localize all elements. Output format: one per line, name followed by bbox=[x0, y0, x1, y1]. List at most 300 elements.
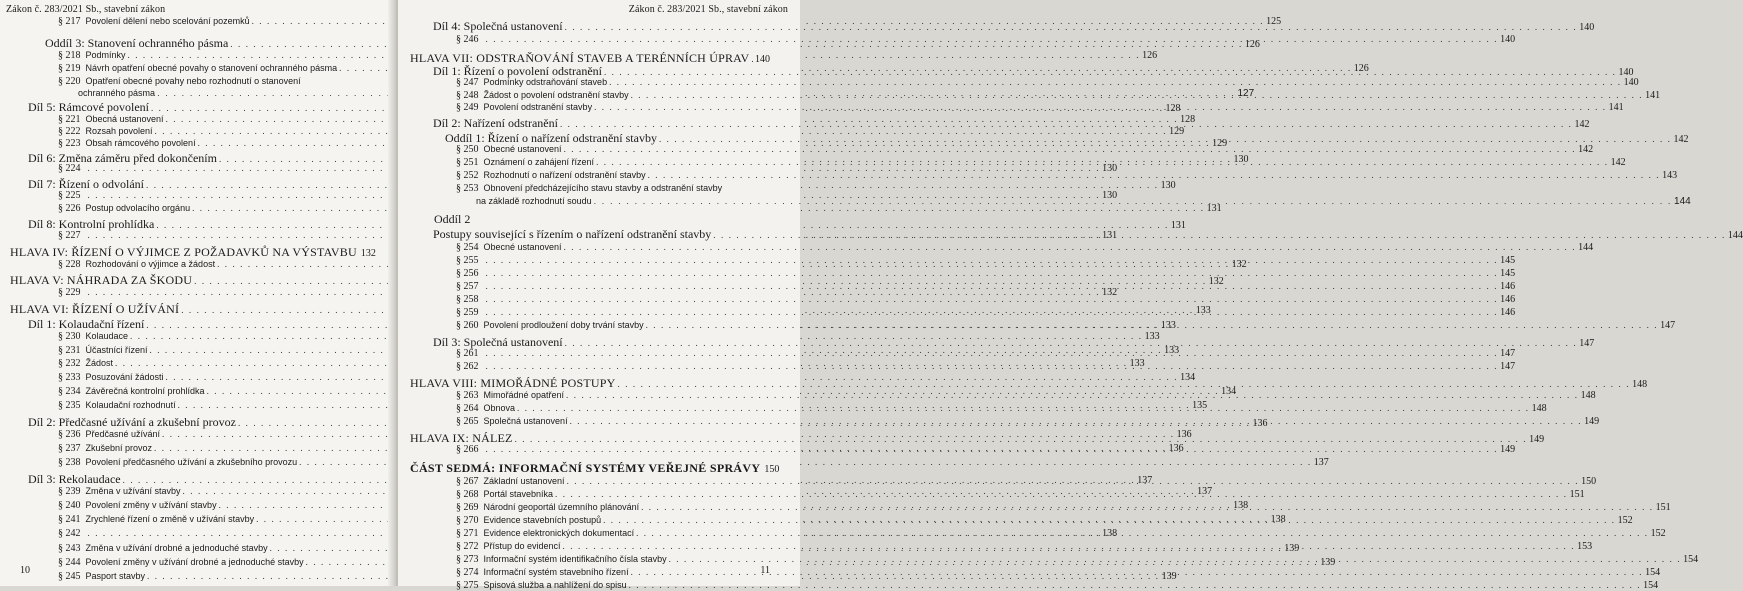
paragraph-title: Návrh opatření obecné povahy o stanovení ochranného pásma bbox=[85, 63, 338, 73]
paragraph-number: § 244 bbox=[58, 557, 81, 568]
paragraph-title: Změna v užívání drobné a jednoduché stavby bbox=[85, 543, 268, 553]
toc-page-number: 129 bbox=[1169, 126, 1185, 137]
toc-page-number: 137 bbox=[1313, 457, 1329, 468]
toc-entry-title: Postupy související s řízením o nařízení odstranění stavby bbox=[433, 227, 712, 241]
paragraph-number: § 259 bbox=[456, 307, 479, 318]
leader-dots bbox=[648, 170, 1661, 180]
toc-entry-title bbox=[58, 571, 145, 582]
toc-page-number: 130 bbox=[1102, 163, 1118, 174]
paragraph-title: Povolení prodloužení doby trvání stavby bbox=[483, 320, 644, 330]
paragraph-number: § 257 bbox=[456, 281, 479, 292]
page-number-right: 11 bbox=[760, 565, 770, 576]
paragraph-title: Žádost bbox=[85, 358, 114, 368]
paragraph-number: § 256 bbox=[456, 268, 479, 279]
paragraph-title: Účastníci řízení bbox=[85, 345, 148, 355]
paragraph-number: § 221 bbox=[58, 114, 81, 125]
toc-entry-title bbox=[456, 476, 565, 487]
paragraph-number: § 272 bbox=[456, 541, 479, 552]
toc-page-number: 149 bbox=[1500, 444, 1516, 455]
paragraph-number: § 233 bbox=[58, 372, 81, 383]
toc-page-number: 151 bbox=[1655, 502, 1671, 513]
leader-dots bbox=[570, 416, 1583, 426]
toc-entry-title: na základě rozhodnutí soudu bbox=[476, 196, 592, 206]
paragraph-number: § 240 bbox=[58, 500, 81, 511]
paragraph-number: § 222 bbox=[58, 126, 81, 137]
paragraph-title: Žádost o povolení odstranění stavby bbox=[483, 90, 629, 100]
toc-entry-title bbox=[58, 543, 268, 554]
toc-entry-title bbox=[58, 16, 250, 27]
toc-entry-title bbox=[58, 528, 86, 539]
toc-page-number: 142 bbox=[1574, 119, 1590, 130]
leader-dots bbox=[517, 403, 1530, 413]
toc-page-number: 147 bbox=[1579, 338, 1595, 349]
paragraph-number: § 225 bbox=[58, 190, 81, 201]
leader-dots bbox=[560, 119, 1573, 129]
paragraph-number: § 267 bbox=[456, 476, 479, 487]
toc-page-number: 143 bbox=[1662, 170, 1678, 181]
paragraph-title: Kolaudační rozhodnutí bbox=[85, 400, 176, 410]
paragraph-number: § 236 bbox=[58, 429, 81, 440]
paragraph-number: § 262 bbox=[456, 361, 479, 372]
paragraph-number: § 234 bbox=[58, 386, 81, 397]
toc-entry-paragraph bbox=[456, 580, 1659, 591]
running-header-right: Zákon č. 283/2021 Sb., stavební zákon bbox=[628, 4, 788, 15]
paragraph-title: Obnova bbox=[483, 403, 516, 413]
paragraph-title: Kolaudace bbox=[85, 331, 129, 341]
leader-dots bbox=[486, 34, 1499, 44]
toc-page-number: 144 bbox=[1727, 230, 1743, 241]
toc-entry-title: Oddíl 3: Stanovení ochranného pásma bbox=[45, 36, 229, 50]
paragraph-number: § 217 bbox=[58, 16, 81, 27]
paragraph-title: Postup odvolacího orgánu bbox=[85, 203, 191, 213]
toc-page-number: 141 bbox=[1608, 102, 1624, 113]
toc-page-number: 140 bbox=[1618, 67, 1634, 78]
toc-page-number: 145 bbox=[1500, 268, 1516, 279]
toc-entry-title bbox=[58, 259, 215, 270]
toc-entry-title bbox=[456, 255, 484, 266]
paragraph-title: Informační systém identifikačního čísla stavby bbox=[483, 554, 667, 564]
toc-page-number: 138 bbox=[1102, 528, 1118, 539]
toc-page-number: 139 bbox=[1284, 543, 1300, 554]
toc-entry-title bbox=[58, 203, 190, 214]
paragraph-title: Povolení změny v užívání stavby bbox=[85, 500, 217, 510]
toc-page-number: 139 bbox=[1161, 571, 1177, 582]
toc-entry-title bbox=[58, 486, 181, 497]
paragraph-number: § 261 bbox=[456, 348, 479, 359]
paragraph-number: § 229 bbox=[58, 287, 81, 298]
toc-entry-title: Díl 2: Předčasné užívání a zkušební provoz bbox=[28, 415, 236, 429]
toc-entry-title bbox=[58, 114, 164, 125]
paragraph-number: § 231 bbox=[58, 345, 81, 356]
paragraph-title: Základní ustanovení bbox=[483, 476, 565, 486]
paragraph-number: § 246 bbox=[456, 34, 479, 45]
leader-dots bbox=[713, 230, 1726, 240]
toc-page-number: 138 bbox=[1270, 514, 1286, 525]
paragraph-number: § 226 bbox=[58, 203, 81, 214]
toc-page-number: 137 bbox=[1197, 486, 1213, 497]
toc-entry-title: Díl 2: Nařízení odstranění bbox=[433, 116, 558, 130]
paragraph-number: § 219 bbox=[58, 63, 81, 74]
paragraph-title: Podmínky odstraňování staveb bbox=[483, 77, 608, 87]
toc-page-number: 135 bbox=[1192, 400, 1208, 411]
toc-entry-chapter bbox=[10, 245, 376, 260]
paragraph-title: Spisová služba a nahlížení do spisu bbox=[483, 580, 627, 590]
toc-page-number: 148 bbox=[1531, 403, 1547, 414]
toc-entry-paragraph bbox=[58, 163, 1118, 174]
toc-page-number: 140 bbox=[1500, 34, 1516, 45]
toc-entry-title bbox=[456, 580, 627, 591]
toc-page-number: 133 bbox=[1164, 345, 1180, 356]
leader-dots bbox=[486, 348, 1499, 358]
toc-entry-title bbox=[456, 34, 484, 45]
paragraph-number: § 223 bbox=[58, 138, 81, 149]
paragraph-title: Povolení změny v užívání drobné a jednoduché stavby bbox=[85, 557, 304, 567]
toc-page-number: 142 bbox=[1610, 157, 1626, 168]
toc-entry-title: HLAVA IV: ŘÍZENÍ O VÝJIMCE Z POŽADAVKŮ NA VÝSTAVBU bbox=[10, 245, 357, 259]
toc-page-number: 138 bbox=[1233, 500, 1249, 511]
paragraph-number: § 237 bbox=[58, 443, 81, 454]
toc-entry-title bbox=[58, 386, 205, 397]
paragraph-number: § 264 bbox=[456, 403, 479, 414]
paragraph-number: § 232 bbox=[58, 358, 81, 369]
toc-page-number: 154 bbox=[1645, 567, 1661, 578]
toc-page-number: 130 bbox=[1233, 154, 1249, 165]
paragraph-number: § 265 bbox=[456, 416, 479, 427]
paragraph-number: § 243 bbox=[58, 543, 81, 554]
leader-dots bbox=[515, 434, 1528, 444]
toc-entry-title bbox=[58, 63, 337, 74]
paragraph-title: Mimořádné opatření bbox=[483, 390, 565, 400]
toc-entry-title bbox=[58, 400, 176, 411]
toc-entry-title bbox=[58, 514, 254, 525]
toc-entry-title bbox=[456, 90, 629, 101]
toc-page-number: 146 bbox=[1500, 307, 1516, 318]
toc-page-number: 134 bbox=[1180, 372, 1196, 383]
toc-entry-title bbox=[456, 281, 484, 292]
paragraph-title: Obecné ustanovení bbox=[483, 242, 562, 252]
paragraph-number: § 260 bbox=[456, 320, 479, 331]
leader-dots bbox=[631, 567, 1644, 577]
toc-page-number: 141 bbox=[1645, 90, 1661, 101]
toc-entry-title bbox=[456, 541, 561, 552]
leader-dots bbox=[669, 554, 1682, 564]
toc-entry-title: Díl 5: Rámcové povolení bbox=[28, 100, 149, 114]
toc-entry-title bbox=[456, 144, 562, 155]
toc-page-number: 132 bbox=[360, 248, 376, 259]
toc-page-number: 126 bbox=[1353, 63, 1369, 74]
toc-heading-plain: Oddíl 2 bbox=[434, 212, 471, 226]
toc-page-number: 140 bbox=[1623, 77, 1639, 88]
toc-page-number: 140 bbox=[1579, 22, 1595, 33]
leader-dots bbox=[618, 379, 1631, 389]
toc-entry-title: Díl 3: Společná ustanovení bbox=[433, 335, 563, 349]
paragraph-number: § 268 bbox=[456, 489, 479, 500]
toc-entry-title bbox=[456, 567, 629, 578]
toc-entry-title bbox=[456, 183, 722, 194]
toc-page-number: 131 bbox=[1102, 230, 1118, 241]
leader-dots bbox=[609, 77, 1622, 87]
toc-entry-title: Oddíl 1: Řízení o nařízení odstranění stavby bbox=[445, 131, 657, 145]
toc-page-number: 142 bbox=[1578, 144, 1594, 155]
toc-page-number: 132 bbox=[1208, 276, 1224, 287]
paragraph-title: Předčasné užívání bbox=[85, 429, 161, 439]
toc-entry-title bbox=[456, 348, 484, 359]
toc-entry-title bbox=[58, 557, 304, 568]
leader-dots bbox=[565, 22, 1578, 32]
toc-entry-title bbox=[456, 528, 634, 539]
leader-dots bbox=[486, 444, 1499, 454]
toc-entry-title bbox=[456, 268, 484, 279]
toc-entry-title bbox=[456, 157, 594, 168]
toc-page-number: 151 bbox=[1569, 489, 1585, 500]
paragraph-title: Evidence elektronických dokumentací bbox=[483, 528, 635, 538]
toc-page-number: 131 bbox=[1206, 203, 1222, 214]
toc-entry-title: HLAVA VI: ŘÍZENÍ O UŽÍVÁNÍ bbox=[10, 302, 180, 316]
toc-page-number: 134 bbox=[1221, 386, 1237, 397]
paragraph-title: Opatření obecné povahy nebo rozhodnutí o stanovení bbox=[85, 76, 301, 86]
toc-entry-title bbox=[58, 190, 86, 201]
toc-entry-title: Díl 1: Kolaudační řízení bbox=[28, 317, 145, 331]
toc-page-number: 150 bbox=[1581, 476, 1597, 487]
paragraph-number: § 258 bbox=[456, 294, 479, 305]
toc-entry-title bbox=[58, 163, 86, 174]
paragraph-number: § 218 bbox=[58, 50, 81, 61]
toc-entry-title bbox=[58, 76, 301, 87]
toc-page-number: 144 bbox=[1674, 196, 1691, 207]
toc-page-number: 145 bbox=[1500, 255, 1516, 266]
toc-page-number: 136 bbox=[1168, 443, 1184, 454]
paragraph-number: § 263 bbox=[456, 390, 479, 401]
leader-dots bbox=[594, 196, 1672, 206]
leader-dots bbox=[659, 134, 1672, 144]
toc-entry-title: Díl 3: Rekolaudace bbox=[28, 472, 121, 486]
toc-page-number: 126 bbox=[1244, 39, 1260, 50]
toc-entry-title bbox=[58, 138, 196, 149]
leader-dots bbox=[629, 580, 1642, 590]
toc-entry-title bbox=[456, 294, 484, 305]
toc-entry-title bbox=[58, 457, 297, 468]
page-number-left: 10 bbox=[20, 565, 30, 576]
paragraph-title: Posuzování žádosti bbox=[85, 372, 164, 382]
toc-entry-title bbox=[58, 287, 86, 298]
toc-entry-title: Díl 1: Řízení o povolení odstranění bbox=[433, 64, 602, 78]
toc-page-number: 150 bbox=[764, 464, 780, 475]
toc-entry-title bbox=[58, 500, 217, 511]
leader-dots bbox=[751, 54, 753, 64]
toc-page-number: 147 bbox=[1660, 320, 1676, 331]
paragraph-title: Pasport stavby bbox=[85, 571, 146, 581]
toc-page-number: 152 bbox=[1650, 528, 1666, 539]
toc-entry-title bbox=[456, 77, 607, 88]
toc-page-number: 132 bbox=[1102, 287, 1118, 298]
toc-page-number: 149 bbox=[1584, 416, 1600, 427]
toc-page-number: 146 bbox=[1500, 281, 1516, 292]
toc-page-number: 128 bbox=[1180, 114, 1196, 125]
paragraph-title: Změna v užívání stavby bbox=[85, 486, 181, 496]
paragraph-title: Podmínky bbox=[85, 50, 126, 60]
leader-dots bbox=[563, 541, 1576, 551]
paragraph-number: § 251 bbox=[456, 157, 479, 168]
leader-dots bbox=[555, 489, 1568, 499]
toc-entry-title: Díl 4: Společná ustanovení bbox=[433, 19, 563, 33]
paragraph-title: Obecná ustanovení bbox=[85, 114, 164, 124]
toc-entry-title bbox=[456, 444, 484, 455]
toc-page-number: 148 bbox=[1632, 379, 1648, 390]
paragraph-number: § 249 bbox=[456, 102, 479, 113]
toc-page-number: 139 bbox=[1320, 557, 1336, 568]
paragraph-title: Povolení dělení nebo scelování pozemků bbox=[85, 16, 250, 26]
toc-entry-paragraph bbox=[456, 242, 1594, 253]
paragraph-title: Evidence stavebních postupů bbox=[483, 515, 602, 525]
toc-page-number: 132 bbox=[1231, 259, 1247, 270]
leader-dots bbox=[631, 90, 1644, 100]
toc-entry-title bbox=[456, 361, 484, 372]
toc-entry-title bbox=[58, 230, 86, 241]
paragraph-number: § 241 bbox=[58, 514, 81, 525]
paragraph-number: § 254 bbox=[456, 242, 479, 253]
toc-entry-title: ochranného pásma bbox=[78, 88, 156, 98]
toc-entry-title bbox=[456, 554, 667, 565]
toc-page-number: 133 bbox=[1129, 358, 1145, 369]
leader-dots bbox=[486, 255, 1499, 265]
leader-dots bbox=[486, 281, 1499, 291]
toc-page-number: 148 bbox=[1580, 390, 1596, 401]
paragraph-number: § 228 bbox=[58, 259, 81, 270]
toc-page-number: 133 bbox=[1144, 331, 1160, 342]
leader-dots bbox=[486, 361, 1499, 371]
toc-page-number: 149 bbox=[1529, 434, 1545, 445]
toc-entry-title bbox=[456, 242, 562, 253]
paragraph-title: Portál stavebníka bbox=[483, 489, 554, 499]
leader-dots bbox=[486, 307, 1499, 317]
toc-page-number: 136 bbox=[1176, 429, 1192, 440]
paragraph-title: Rozsah povolení bbox=[85, 126, 153, 136]
toc-page-number: 130 bbox=[1160, 180, 1176, 191]
toc-page-number: 131 bbox=[1170, 220, 1186, 231]
toc-page-number: 129 bbox=[1212, 138, 1228, 149]
paragraph-title: Rozhodnutí o nařízení odstranění stavby bbox=[483, 170, 646, 180]
paragraph-number: § 270 bbox=[456, 515, 479, 526]
paragraph-title: Národní geoportál územního plánování bbox=[483, 502, 640, 512]
toc-entry-paragraph bbox=[456, 170, 1678, 181]
toc-entry-title bbox=[456, 102, 592, 113]
paragraph-number: § 238 bbox=[58, 457, 81, 468]
toc-page-number: 153 bbox=[1577, 541, 1593, 552]
paragraph-title: Společná ustanovení bbox=[483, 416, 568, 426]
toc-entry-title bbox=[456, 170, 646, 181]
paragraph-title: Obnovení předcházejícího stavu stavby a odstranění stavby bbox=[483, 183, 723, 193]
toc-entry-title bbox=[456, 403, 515, 414]
toc-entry-title bbox=[456, 416, 568, 427]
paragraph-title: Zkušební provoz bbox=[85, 443, 153, 453]
toc-entry-title: Díl 7: Řízení o odvolání bbox=[28, 177, 144, 191]
paragraph-title: Obsah rámcového povolení bbox=[85, 138, 196, 148]
toc-page-number: 128 bbox=[1165, 103, 1181, 114]
toc-entry-paragraph bbox=[456, 294, 1516, 305]
toc-entry-title bbox=[58, 372, 164, 383]
toc-entry-title bbox=[58, 50, 126, 61]
paragraph-number: § 247 bbox=[456, 77, 479, 88]
toc-entry-paragraph bbox=[58, 287, 1118, 298]
toc-entry-title bbox=[456, 489, 553, 500]
toc-page-number: 133 bbox=[1160, 320, 1176, 331]
paragraph-title: Zrychlené řízení o změně v užívání stavby bbox=[85, 514, 255, 524]
toc-page-number: 126 bbox=[1142, 50, 1158, 61]
toc-entry-title bbox=[456, 320, 644, 331]
toc-entry-paragraph bbox=[456, 183, 770, 194]
toc-entry-title bbox=[456, 390, 564, 401]
toc-entry-title bbox=[58, 126, 153, 137]
toc-page-number: 146 bbox=[1500, 294, 1516, 305]
paragraph-title: Obecné ustanovení bbox=[483, 144, 562, 154]
toc-page-number: 147 bbox=[1500, 348, 1516, 359]
paragraph-number: § 250 bbox=[456, 144, 479, 155]
leader-dots bbox=[564, 144, 1577, 154]
toc-entry-title bbox=[58, 331, 128, 342]
toc-entry-paragraph bbox=[58, 76, 372, 87]
toc-page-number: 130 bbox=[1102, 190, 1118, 201]
paragraph-number: § 266 bbox=[456, 444, 479, 455]
leader-dots bbox=[641, 502, 1654, 512]
leader-dots bbox=[565, 338, 1578, 348]
leader-dots bbox=[486, 268, 1499, 278]
paragraph-number: § 275 bbox=[456, 580, 479, 591]
paragraph-number: § 230 bbox=[58, 331, 81, 342]
paragraph-number: § 220 bbox=[58, 76, 81, 87]
paragraph-number: § 235 bbox=[58, 400, 81, 411]
paragraph-title: Informační systém stavebního řízení bbox=[483, 567, 629, 577]
paragraph-title: Přístup do evidencí bbox=[483, 541, 561, 551]
paragraph-title: Povolení odstranění stavby bbox=[483, 102, 593, 112]
toc-entry-title bbox=[58, 345, 148, 356]
leader-dots bbox=[594, 102, 1607, 112]
toc-page-number: 147 bbox=[1500, 361, 1516, 372]
toc-entry-part bbox=[410, 461, 780, 476]
paragraph-number: § 271 bbox=[456, 528, 479, 539]
toc-entry-title: Díl 8: Kontrolní prohlídka bbox=[28, 217, 155, 231]
paragraph-title: Povolení předčasného užívání a zkušebního provozu bbox=[85, 457, 298, 467]
paragraph-title: Oznámení o zahájení řízení bbox=[483, 157, 595, 167]
leader-dots bbox=[486, 294, 1499, 304]
toc-entry-title bbox=[58, 358, 113, 369]
running-header-left: Zákon č. 283/2021 Sb., stavební zákon bbox=[6, 4, 166, 15]
leader-dots bbox=[646, 320, 1659, 330]
toc-entry-title: HLAVA IX: NÁLEZ bbox=[410, 431, 513, 445]
paragraph-number: § 273 bbox=[456, 554, 479, 565]
toc-entry-title bbox=[456, 515, 601, 526]
toc-entry-title bbox=[456, 307, 484, 318]
toc-page-number: 154 bbox=[1683, 554, 1699, 565]
toc-entry-title bbox=[58, 429, 160, 440]
toc-page-number: 137 bbox=[1137, 475, 1153, 486]
leader-dots bbox=[603, 515, 1616, 525]
leader-dots bbox=[564, 242, 1577, 252]
paragraph-number: § 242 bbox=[58, 528, 81, 539]
toc-page-number: 133 bbox=[1195, 305, 1211, 316]
toc-page-number: 127 bbox=[1237, 88, 1255, 99]
paragraph-number: § 274 bbox=[456, 567, 479, 578]
toc-entry-title: HLAVA VIII: MIMOŘÁDNÉ POSTUPY bbox=[410, 376, 616, 390]
paragraph-number: § 245 bbox=[58, 571, 81, 582]
paragraph-title: Závěrečná kontrolní prohlídka bbox=[85, 386, 205, 396]
paragraph-number: § 248 bbox=[456, 90, 479, 101]
toc-page-number: 136 bbox=[1252, 418, 1268, 429]
paragraph-number: § 252 bbox=[456, 170, 479, 181]
toc-page-number: 140 bbox=[755, 54, 770, 65]
paragraph-number: § 227 bbox=[58, 230, 81, 241]
paragraph-number: § 255 bbox=[456, 255, 479, 266]
leader-dots bbox=[636, 528, 1649, 538]
